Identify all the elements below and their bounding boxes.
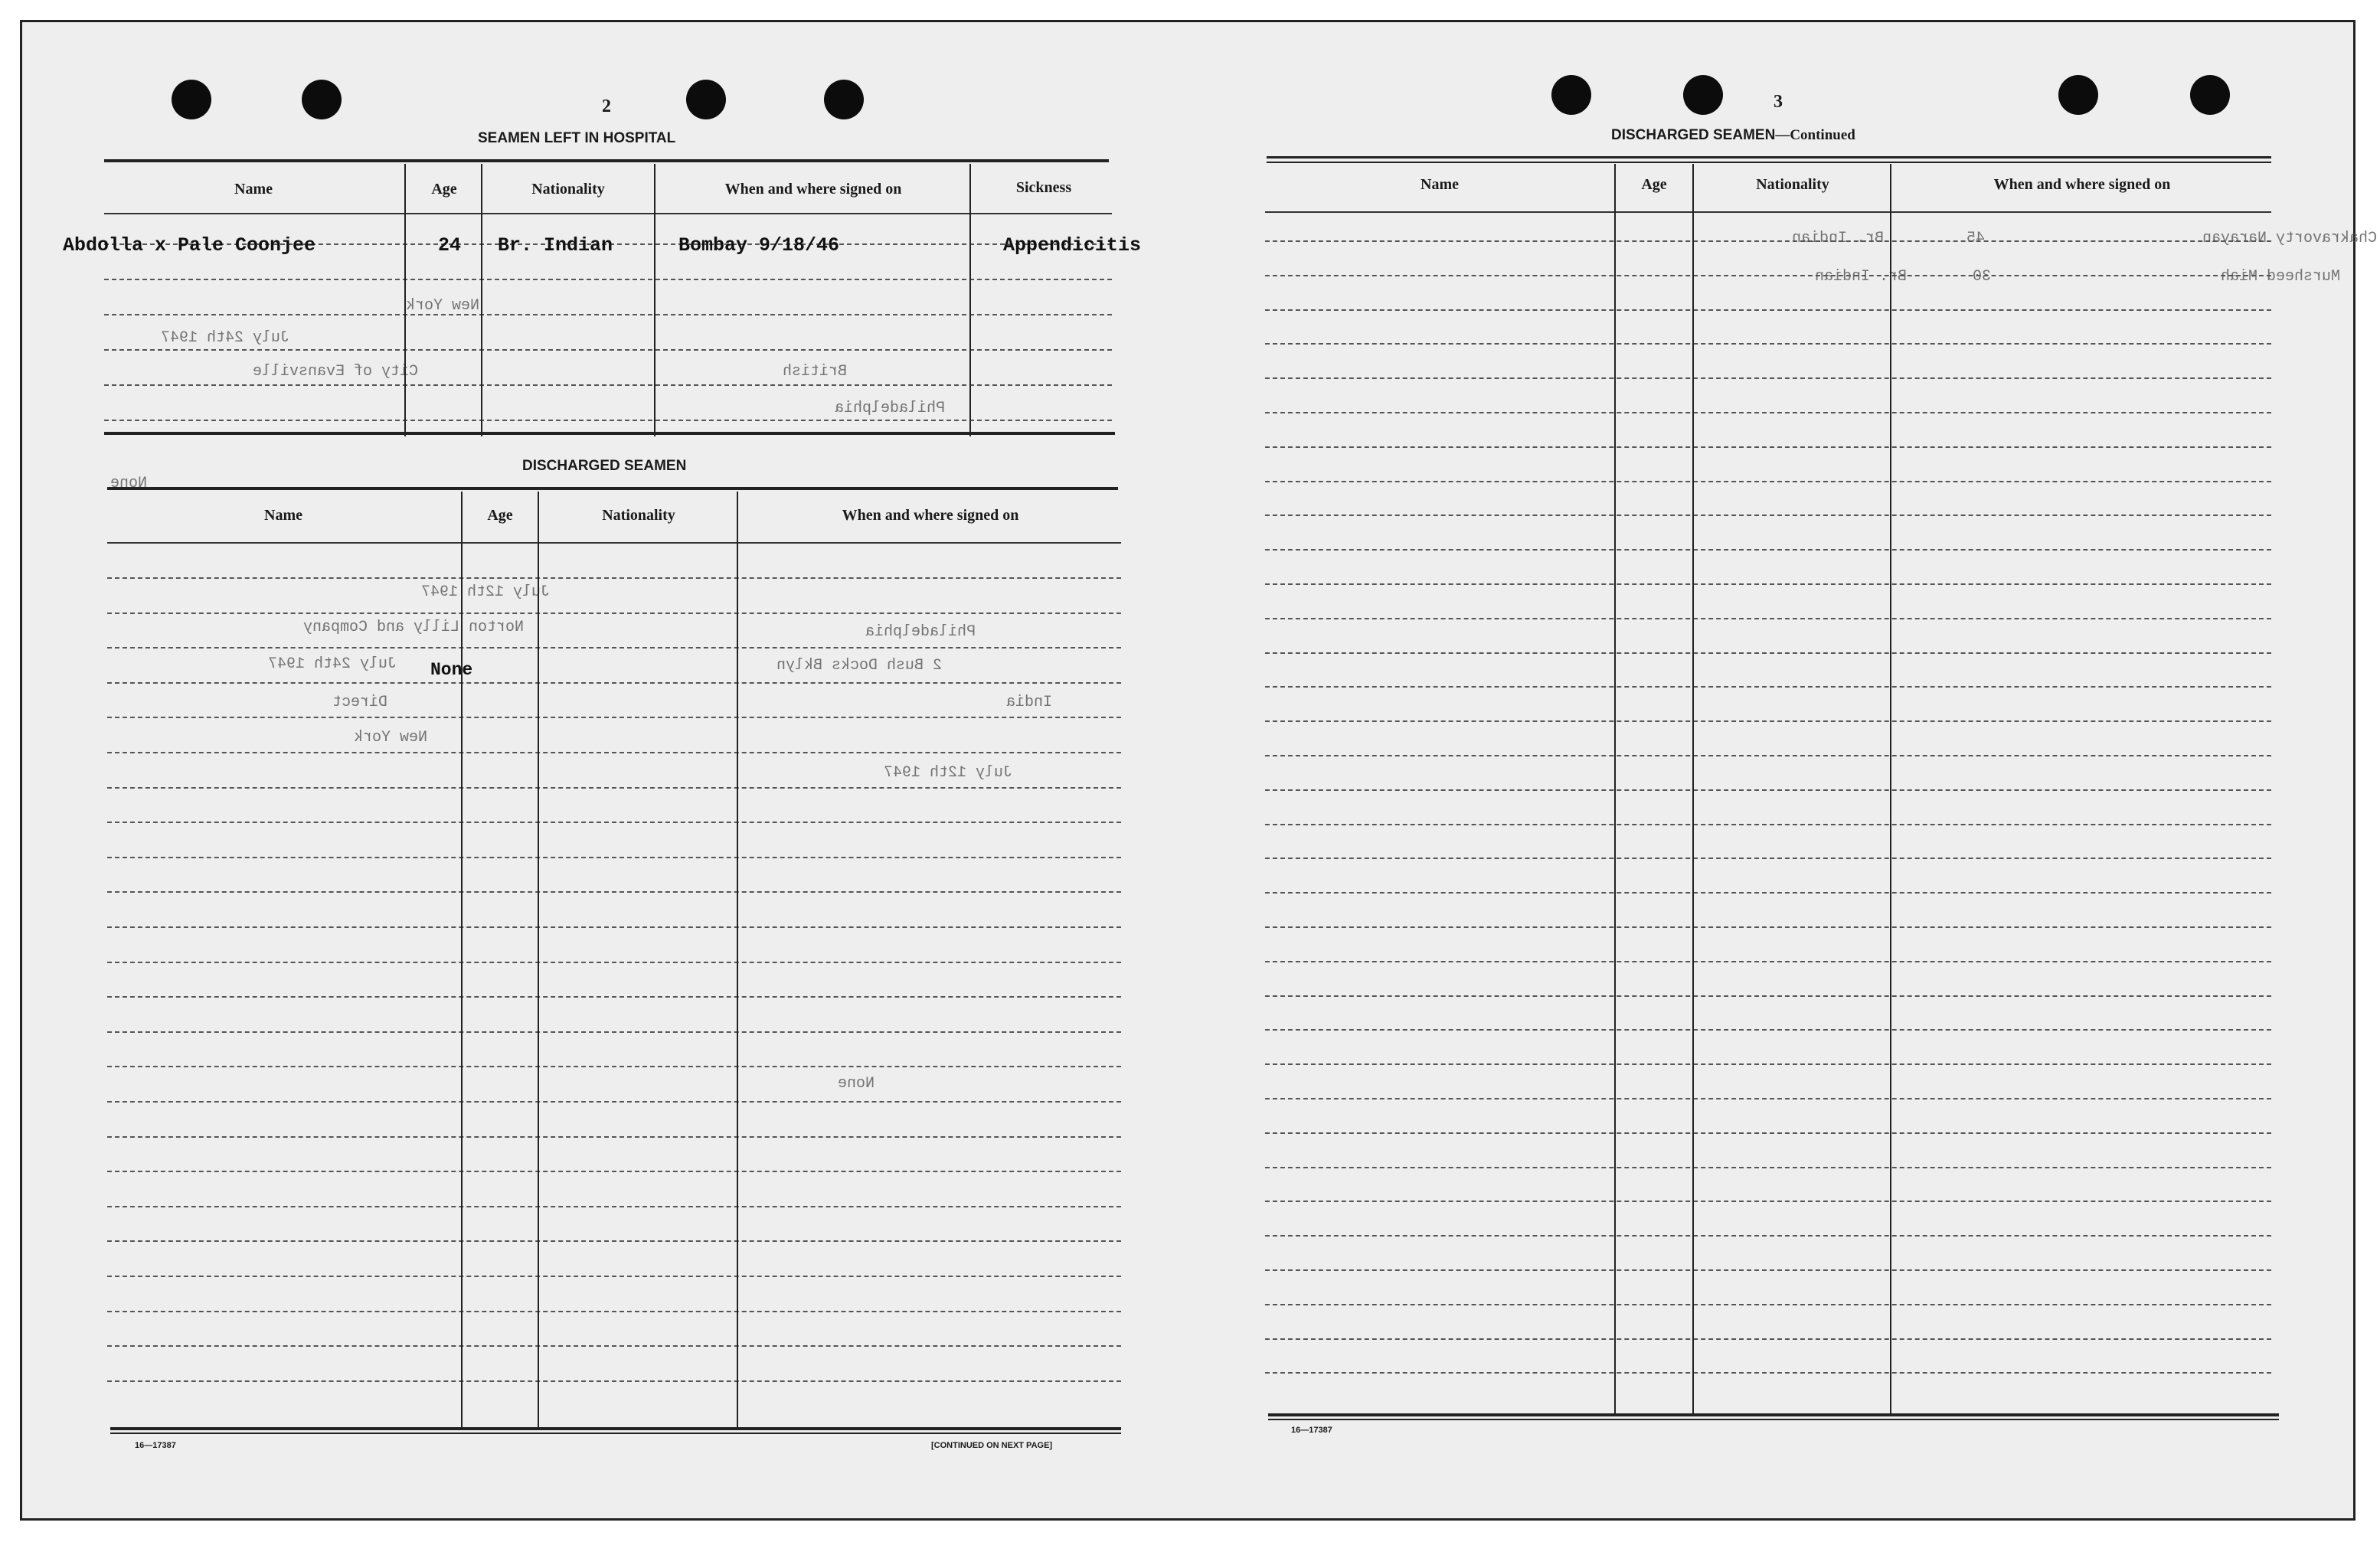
row-rule [1265, 1201, 2271, 1202]
hospital-section-title: SEAMEN LEFT IN HOSPITAL [478, 130, 676, 146]
column-header-signed-on: When and where signed on [842, 507, 1019, 524]
column-divider [461, 492, 463, 1430]
bleed-through-text: Br. Indian [1792, 230, 1885, 247]
row-rule [107, 1240, 1121, 1242]
right-page [1190, 0, 2380, 1542]
row-rule [104, 384, 1112, 386]
row-rule [1265, 515, 2271, 516]
column-header-nationality: Nationality [602, 507, 675, 524]
row-rule [107, 1136, 1121, 1138]
row-rule [107, 647, 1121, 648]
section-rule [104, 432, 1115, 435]
column-header-sickness: Sickness [1015, 179, 1072, 196]
hospital-entry-nationality: Br. Indian [498, 234, 613, 256]
column-header-age: Age [431, 181, 457, 198]
column-header-name: Name [234, 181, 273, 198]
column-divider [1692, 164, 1694, 1415]
row-rule [1265, 583, 2271, 585]
bleed-through-text: July 24th 1947 [161, 329, 290, 347]
row-rule [107, 682, 1121, 684]
title-main: DISCHARGED SEAMEN [1611, 127, 1776, 143]
row-rule [1265, 1304, 2271, 1305]
row-rule [1265, 240, 2271, 242]
column-header-nationality: Nationality [1756, 176, 1829, 193]
row-rule [107, 1031, 1121, 1033]
row-rule [1265, 892, 2271, 894]
column-divider [404, 164, 406, 436]
row-rule [107, 1345, 1121, 1347]
bleed-through-text: India [1006, 694, 1053, 711]
right-section-title [1611, 127, 1855, 144]
column-divider [481, 164, 482, 436]
bleed-through-text: Direct [332, 694, 388, 711]
row-rule [1265, 652, 2271, 654]
row-rule [1265, 755, 2271, 756]
column-header-nationality: Nationality [531, 181, 605, 198]
row-rule [107, 822, 1121, 823]
row-rule [1265, 1167, 2271, 1168]
row-rule [107, 1380, 1121, 1382]
row-rule [1265, 412, 2271, 413]
row-rule [1265, 789, 2271, 791]
row-rule [1265, 343, 2271, 345]
column-header-name: Name [1420, 176, 1459, 193]
bleed-through-text: July 12th 1947 [421, 583, 551, 601]
row-rule [1265, 961, 2271, 962]
row-rule [107, 1276, 1121, 1277]
row-rule [1265, 377, 2271, 379]
column-header-signed-on: When and where signed on [724, 181, 902, 198]
page-bottom-rule [110, 1427, 1121, 1434]
bleed-through-text: City of Evansville [253, 363, 419, 381]
right-discharged-table [1265, 164, 2273, 1415]
row-rule [104, 279, 1112, 280]
hospital-entry-name: Abdolla x Pale Coonjee [63, 234, 316, 256]
row-rule [1265, 1372, 2271, 1374]
page-number: 2 [602, 96, 611, 116]
bleed-through-text: Philadelphia [835, 400, 946, 417]
column-divider [538, 492, 539, 1430]
row-rule [1265, 1063, 2271, 1065]
hospital-table [104, 164, 1115, 438]
form-number: 16—17387 [135, 1441, 176, 1450]
hospital-entry-sickness: Appendicitis [1003, 234, 1142, 256]
row-rule [107, 1066, 1121, 1067]
row-rule [107, 962, 1121, 963]
row-rule [1265, 481, 2271, 482]
header-row-rule [1265, 211, 2271, 213]
column-divider [1614, 164, 1616, 1415]
row-rule [107, 857, 1121, 858]
bleed-through-text: Mursheed Miah [2221, 268, 2341, 286]
title-suffix: —Continued [1775, 127, 1855, 143]
row-rule [107, 577, 1121, 579]
column-divider [737, 492, 738, 1430]
bleed-through-text: None [838, 1075, 875, 1093]
row-rule [104, 349, 1112, 351]
row-rule [1265, 446, 2271, 448]
row-rule [107, 926, 1121, 928]
section-rule [104, 159, 1109, 162]
bleed-through-text: New York [354, 729, 428, 746]
row-rule [104, 314, 1112, 315]
row-rule [1265, 686, 2271, 688]
bleed-through-text: 45 [1966, 230, 1986, 247]
column-header-age: Age [1641, 176, 1667, 193]
row-rule [107, 613, 1121, 614]
row-rule [1265, 309, 2271, 311]
row-rule [1265, 1235, 2271, 1237]
row-rule [107, 787, 1121, 789]
header-row-rule [104, 213, 1112, 214]
section-rule [1267, 156, 2271, 163]
row-rule [107, 1101, 1121, 1103]
column-header-age: Age [487, 507, 513, 524]
bleed-through-text: July 12th 1947 [884, 764, 1013, 782]
bleed-through-text: Philadelphia [865, 623, 976, 641]
page-number: 3 [1774, 92, 1783, 112]
header-row-rule [107, 542, 1121, 544]
page-bottom-rule [1268, 1413, 2279, 1420]
column-divider [654, 164, 655, 436]
row-rule [1265, 1029, 2271, 1031]
row-rule [1265, 1132, 2271, 1134]
row-rule [1265, 549, 2271, 550]
row-rule [1265, 995, 2271, 997]
bleed-through-text: None [110, 475, 148, 492]
row-rule [104, 420, 1112, 421]
bleed-through-text: New York [406, 297, 480, 315]
column-header-name: Name [264, 507, 302, 524]
section-rule [107, 487, 1118, 490]
bleed-through-text: Br. Indian [1815, 268, 1908, 286]
bleed-through-text: 30 [1973, 268, 1992, 286]
row-rule [1265, 275, 2271, 276]
bleed-through-text: July 24th 1947 [268, 655, 397, 673]
row-rule [1265, 1098, 2271, 1099]
column-divider [1890, 164, 1891, 1415]
hospital-entry-signed-on: Bombay 9/18/46 [678, 234, 840, 256]
form-number: 16—17387 [1291, 1426, 1332, 1435]
bleed-through-text: 2 Bush Docks Bklyn [776, 657, 943, 675]
column-header-signed-on: When and where signed on [1993, 176, 2171, 193]
row-rule [1265, 858, 2271, 859]
row-rule [1265, 720, 2271, 722]
column-divider [969, 164, 971, 436]
bleed-through-text: Norton Lilly and Company [303, 619, 525, 636]
row-rule [107, 891, 1121, 893]
continued-note: [CONTINUED ON NEXT PAGE] [931, 1441, 1053, 1450]
discharged-section-title: DISCHARGED SEAMEN [522, 458, 687, 474]
row-rule [107, 1311, 1121, 1312]
discharged-entry-none: None [430, 660, 473, 680]
row-rule [1265, 618, 2271, 619]
row-rule [1265, 926, 2271, 928]
row-rule [1265, 824, 2271, 825]
row-rule [107, 717, 1121, 718]
discharged-table [107, 492, 1123, 1430]
row-rule [107, 1171, 1121, 1172]
bleed-through-text: British [783, 363, 848, 381]
hospital-entry-age: 24 [438, 234, 462, 256]
row-rule [107, 1206, 1121, 1207]
row-rule [1265, 1269, 2271, 1271]
row-rule [1265, 1338, 2271, 1340]
row-rule [107, 996, 1121, 998]
bleed-through-text: Chakravorty Narayan [2202, 230, 2378, 247]
row-rule [107, 752, 1121, 753]
